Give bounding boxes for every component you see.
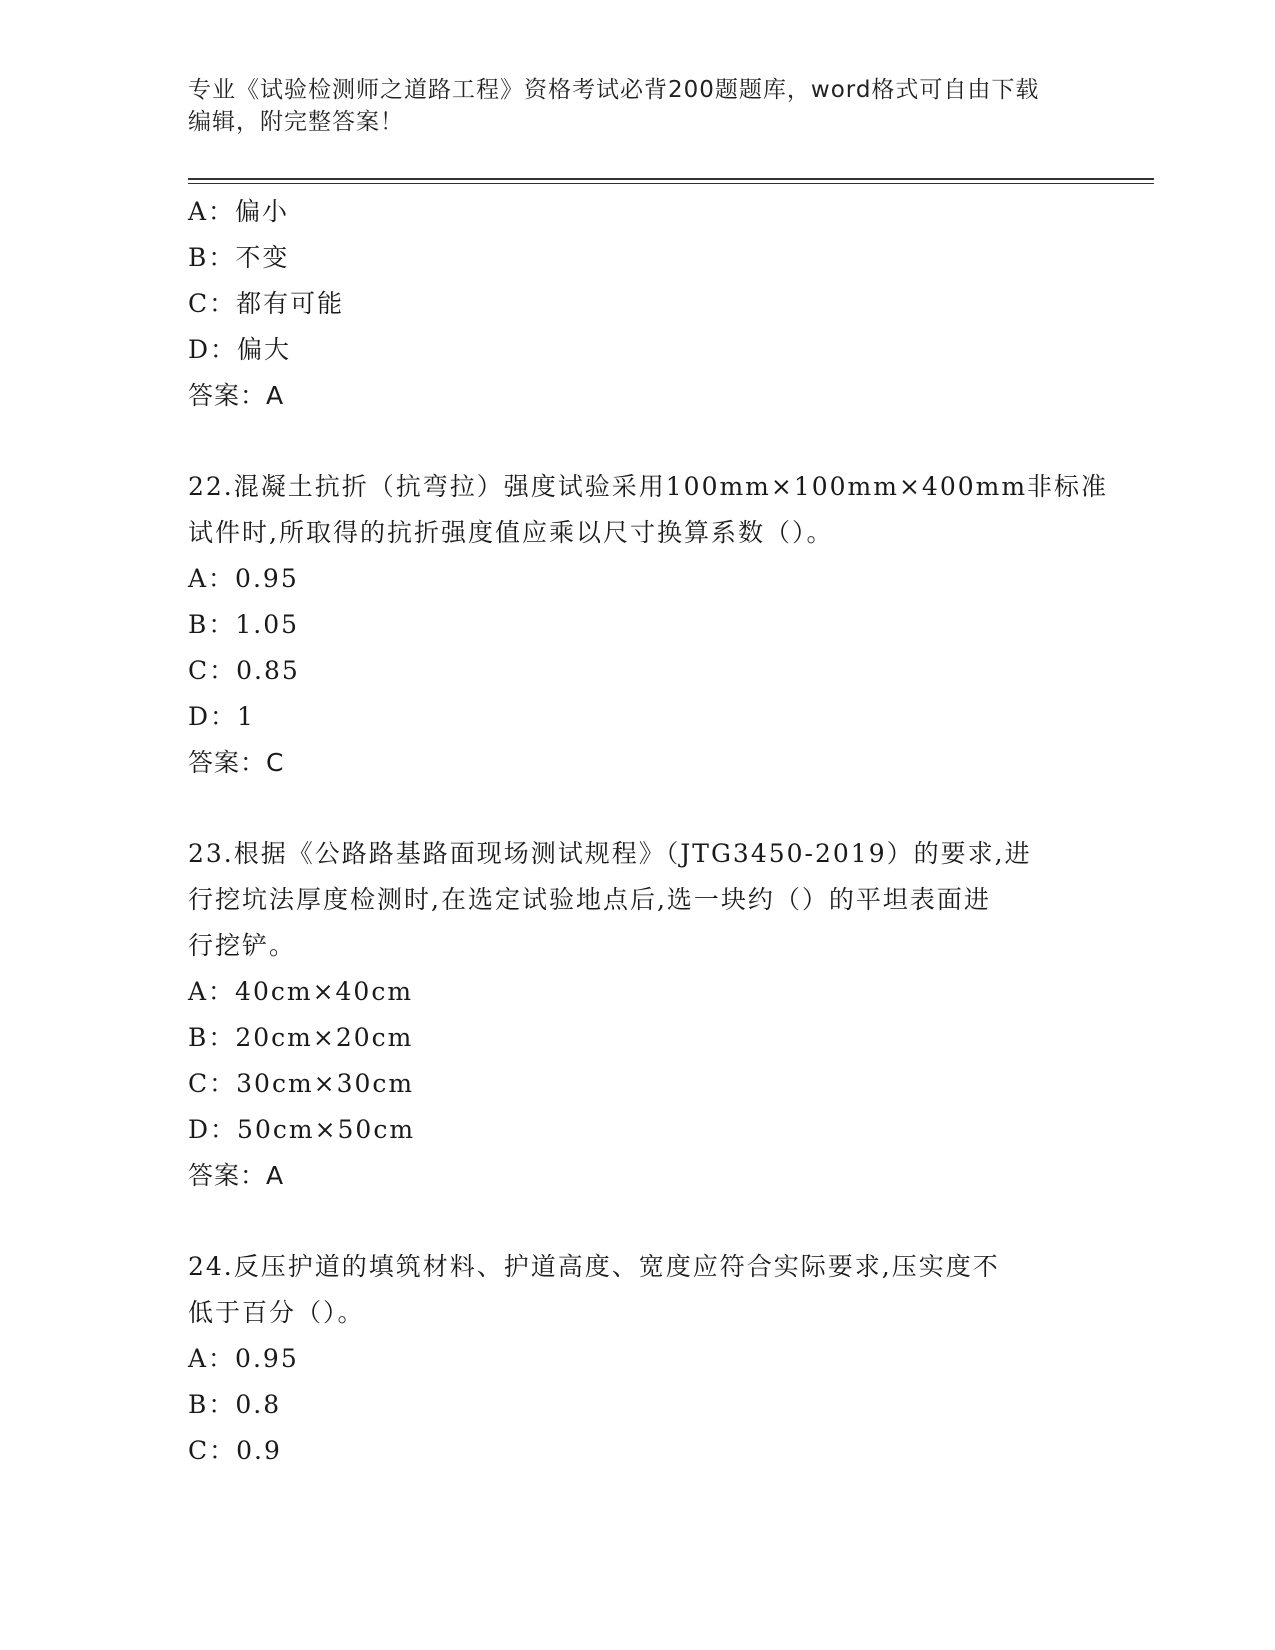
answer-value: A [266,1161,285,1190]
option-d: D：1 [188,702,255,731]
header-line-2: 编辑，附完整答案！ [188,109,404,135]
answer-value: C [266,748,285,777]
option-c: C：0.85 [188,656,300,685]
question-text-line-2: 试件时,所取得的抗折强度值应乘以尺寸换算系数（）。 [188,518,834,547]
option-b: B：0.8 [188,1390,282,1419]
header-divider-thick [188,178,1154,180]
document-header [188,74,1088,138]
question-24 [188,1244,1088,1474]
option-c: C：30cm×30cm [188,1069,415,1098]
header-divider-thin [188,183,1154,184]
option-c: C：0.9 [188,1436,282,1465]
option-a: A：0.95 [188,1344,299,1373]
question-text-line-1: 23.根据《公路路基路面现场测试规程》（JTG3450-2019）的要求,进 [188,839,1032,868]
option-b: B：不变 [188,243,290,272]
answer-label: 答案： [188,748,267,777]
question-text-line-2: 行挖坑法厚度检测时,在选定试验地点后,选一块约（）的平坦表面进 [188,885,991,914]
answer-line [188,740,1088,786]
option-a: A：偏小 [188,197,290,226]
option-a: A：0.95 [188,564,299,593]
option-d: D：偏大 [188,335,292,364]
option-c: C：都有可能 [188,289,345,318]
question-22 [188,464,1109,786]
option-b: B：20cm×20cm [188,1023,414,1052]
option-a: A：40cm×40cm [188,977,414,1006]
answer-value: A [266,381,285,410]
option-b: B：1.05 [188,610,300,639]
answer-label: 答案： [188,1161,267,1190]
header-line-1: 专业《试验检测师之道路工程》资格考试必背200题题库，word格式可自由下载 [188,77,1040,103]
question-text-line-2: 低于百分（）。 [188,1298,365,1327]
question-text-line-1: 24.反压护道的填筑材料、护道高度、宽度应符合实际要求,压实度不 [188,1252,1000,1281]
answer-line [188,1153,1088,1199]
answer-line [188,373,1088,419]
option-d: D：50cm×50cm [188,1115,416,1144]
question-list [188,189,1109,1474]
question-23 [188,831,1088,1199]
answer-label: 答案： [188,381,267,410]
question-text-line-3: 行挖铲。 [188,931,297,960]
question-text-line-1: 22.混凝土抗折（抗弯拉）强度试验采用100mm×100mm×400mm非标准 [188,472,1109,501]
question-21 [188,189,1088,419]
